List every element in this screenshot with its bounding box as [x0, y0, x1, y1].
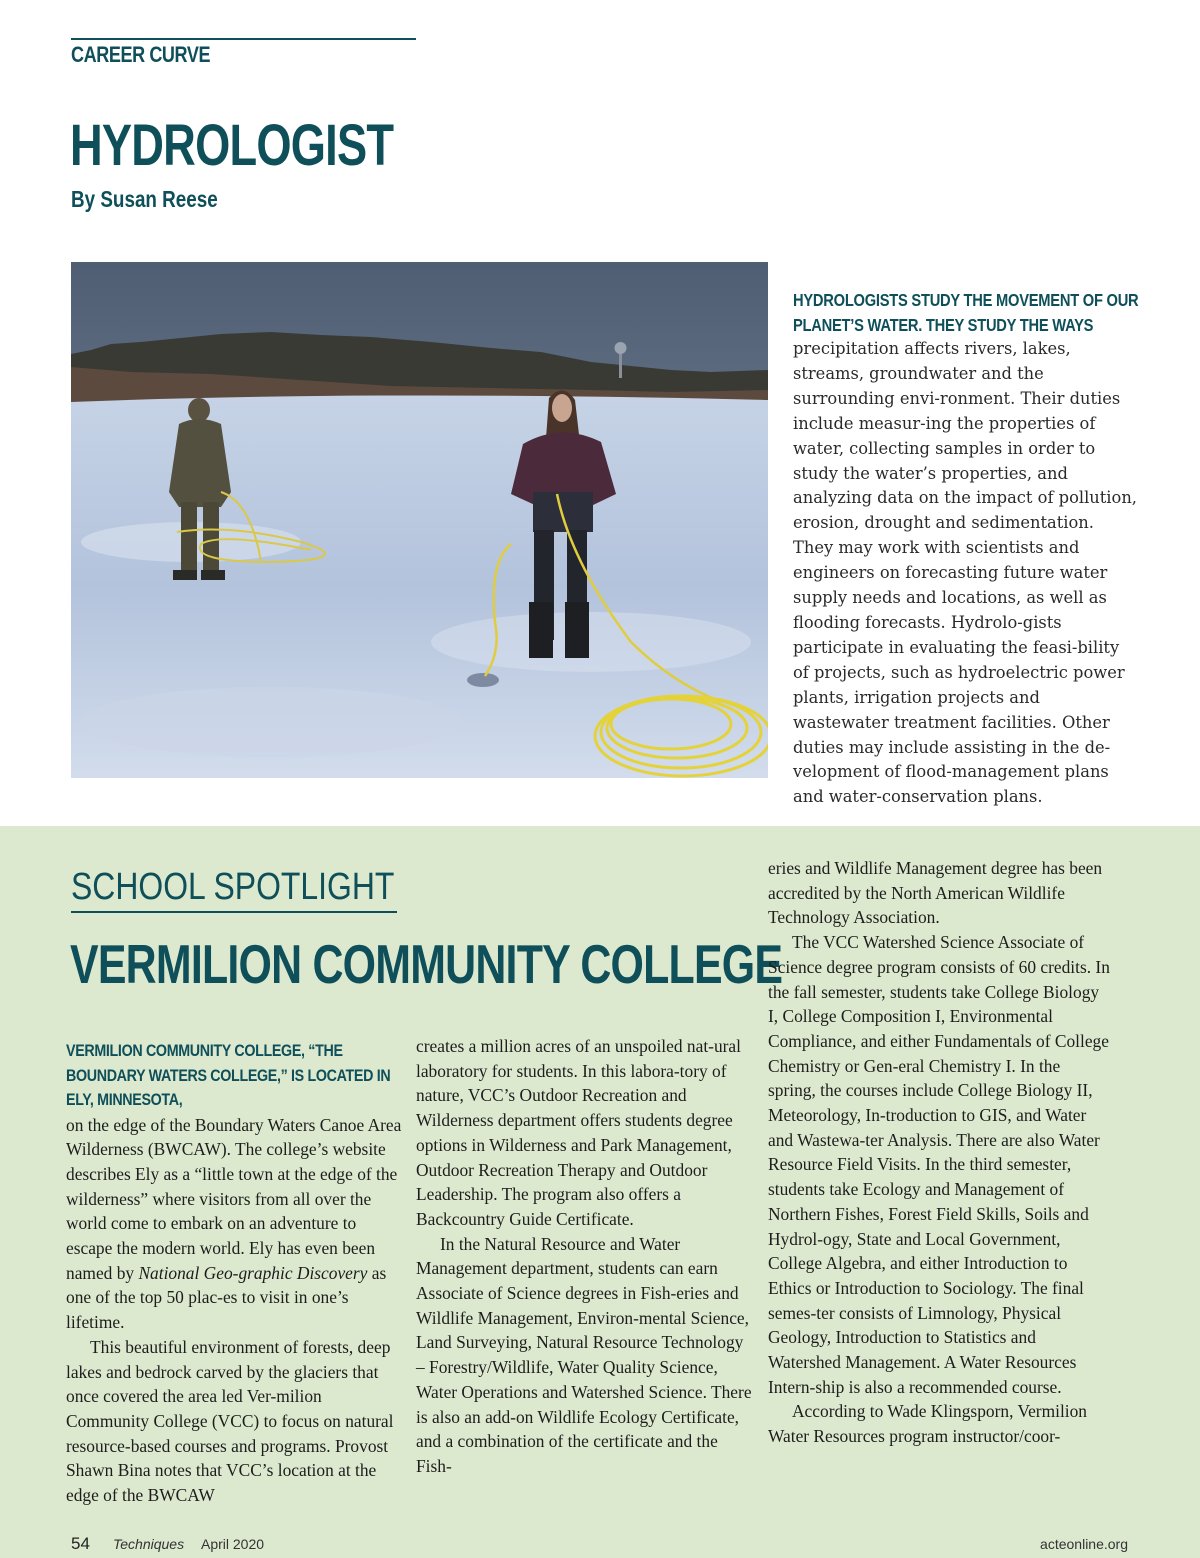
- paragraph: creates a million acres of an unspoiled nat-ural laboratory for students. In this labora-tory of nature, VCC’s Outdoor Recreation and Wilderness department offers students degree options in Wilderness and Park Management, Outdoor Recreation Therapy and Outdoor Leadership. The program also offers a Backcountry Guide Certificate.: [416, 1036, 741, 1229]
- spotlight-column-2: [416, 1034, 756, 1479]
- spotlight-column-1: [66, 1039, 404, 1508]
- paragraph: In the Natural Resource and Water Management department, students can earn Associate of Science degrees in Fish-eries and Wildlife Management, Environ-mental Science, Land Surveying, Natural Resource Technology – Forestry/Wildlife, Water Quality Science, Water Operations and Watershed Science. There is also an add-on Wildlife Ecology Certificate, and a combination of the certificate and the Fish-: [416, 1233, 752, 1476]
- paragraph: This beautiful environment of forests, deep lakes and bedrock carved by the glaciers that once covered the area led Ver-milion Community College (VCC) to focus on natural resource-based courses and programs. Provost Shawn Bina notes that VCC’s location at the edge of the BWCAW: [66, 1336, 394, 1506]
- issue-date: April 2020: [201, 1536, 265, 1552]
- spotlight-column-3: [768, 856, 1112, 1449]
- paragraph: According to Wade Klingsporn, Vermilion Water Resources program instructor/coor-: [768, 1401, 1088, 1447]
- spotlight-label: SCHOOL SPOTLIGHT: [71, 866, 395, 908]
- spotlight-title: VERMILION COMMUNITY COLLEGE: [70, 933, 783, 995]
- intro-lead: HYDROLOGISTS STUDY THE MOVEMENT OF OUR PLANET’S WATER. THEY STUDY THE WAYS: [793, 290, 1139, 335]
- magazine-name: Techniques: [113, 1536, 185, 1552]
- intro-paragraph: [793, 288, 1138, 810]
- article-photo: [71, 262, 768, 778]
- spotlight-lead: VERMILION COMMUNITY COLLEGE, “THE BOUNDARY WATERS COLLEGE,” IS LOCATED IN ELY, MINNESOTA,: [66, 1041, 391, 1109]
- intro-body: precipitation affects rivers, lakes, streams, groundwater and the surrounding envi-ronment. Their duties include measur-ing the properties of water, collecting samples in order to study the water’s properties, and analyzing data on the impact of pollution, erosion, drought and sedimentation. They may work with scientists and engineers on forecasting future water supply needs and locations, as well as flooding forecasts. Hydrolo-gists participate in evaluating the feasi-bility of projects, such as hydroelectric power plants, irrigation projects and wastewater treatment facilities. Other duties may include assisting in the de-velopment of flood-management plans and water-conservation plans.: [793, 339, 1137, 807]
- article-title: HYDROLOGIST: [70, 113, 394, 178]
- paragraph: eries and Wildlife Management degree has been accredited by the North American Wildlife Technology Association.: [768, 858, 1103, 928]
- byline: By Susan Reese: [71, 186, 218, 212]
- section-label: CAREER CURVE: [71, 42, 211, 67]
- paragraph: The VCC Watershed Science Associate of Science degree program consists of 60 credits. In the fall semester, students take College Biology I, College Composition I, Environmental Compliance, and either Fundamentals of College Chemistry or Gen-eral Chemistry I. In the spring, the courses include College Biology II, Meteorology, In-troduction to GIS, and Water and Wastewa-ter Analysis. There are also Water Resource Field Visits. In the third semester, students take Ecology and Management of Northern Fishes, Forest Field Skills, Soils and Hydrol-ogy, State and Local Government, College Algebra, and either Introduction to Ethics or Introduction to Sociology. The final semes-ter consists of Limnology, Physical Geology, Introduction to Statistics and Watershed Management. A Water Resources Intern-ship is also a recommended course.: [768, 932, 1110, 1397]
- website-link[interactable]: acteonline.org: [1040, 1536, 1128, 1552]
- spotlight-rule: [71, 911, 397, 913]
- paragraph: on the edge of the Boundary Waters Canoe Area Wilderness (BWCAW). The college’s website describes Ely as a “little town at the edge of the wilderness” where visitors from all over the world come to embark on an adventure to escape the modern world. Ely has even been named by National Geo-graphic Discovery as one of the top 50 plac-es to visit in one’s lifetime.: [66, 1114, 402, 1333]
- publication-name: National Geo-graphic Discovery: [138, 1262, 368, 1283]
- page-number: 54: [71, 1534, 90, 1553]
- section-rule: [71, 38, 416, 40]
